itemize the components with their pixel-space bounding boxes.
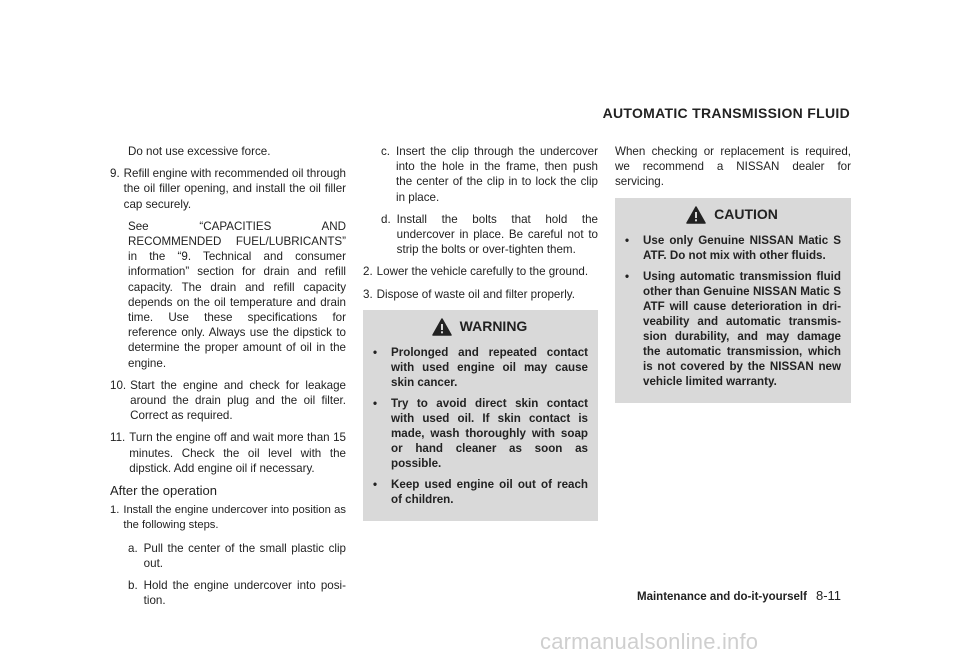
step-text: Install the engine undercover into position as the following steps.	[123, 504, 346, 532]
step-number: 9.	[110, 167, 120, 181]
intro-text: Do not use excessive force.	[128, 145, 271, 158]
caution-bullet-text: Using automatic transmission fluid other than Genuine NISSAN Matic S ATF will cause deterioration in dri-veability and automatic transmis-sion durability, and may damage the automatic transmission, which is not covered by the NISSAN new vehicle limited warranty.	[643, 269, 841, 388]
warning-header	[371, 316, 588, 336]
warning-box	[363, 310, 598, 521]
step-10	[110, 378, 346, 424]
step-text: Start the engine and check for leakage around the drain plug and the oil filter. Correct as required.	[130, 378, 346, 423]
after-operation-heading: After the operation	[110, 483, 217, 499]
sub-step-text: Install the bolts that hold the undercover in place. Be careful not to strip the bolts or over-tighten them.	[396, 212, 598, 257]
step-number: 10.	[110, 378, 127, 392]
column-1	[110, 144, 346, 615]
caution-triangle-icon	[686, 206, 706, 224]
sub-step-letter: c.	[381, 145, 391, 158]
caution-box	[615, 198, 851, 403]
warning-triangle-icon	[432, 318, 452, 336]
bullet-mark: •	[625, 233, 630, 247]
step-2	[363, 264, 598, 279]
step-text: Lower the vehicle carefully to the ground.	[376, 265, 589, 279]
step-text: Turn the engine off and wait more than 15 minutes. Check the oil level with the dipstick. Add engine oil if necessary.	[129, 431, 346, 475]
warning-bullet-text: Prolonged and repeated contact with used engine oil may cause skin cancer.	[391, 345, 588, 389]
step-number: 3.	[363, 287, 373, 301]
step-3	[363, 287, 598, 302]
caution-title: CAUTION	[714, 206, 778, 222]
step-text: Refill engine with recommended oil through the oil filler opening, and install the oil filler cap securely.	[123, 167, 347, 211]
warning-bullet-text: Try to avoid direct skin contact with used oil. If skin contact is made, wash thoroughly with soap or hand cleaner as soon as possible.	[391, 396, 588, 470]
sub-step-letter: d.	[381, 212, 391, 226]
caution-bullet	[623, 233, 841, 263]
sub-step-a	[128, 541, 346, 571]
sub-step-text: Insert the clip through the undercover into the hole in the frame, then push the center of the clip in to lock the clip in place.	[396, 145, 598, 204]
step-9-detail: See “CAPACITIES AND RECOMMENDED FUEL/LUBRICANTS” in the “9. Technical and consumer information” section for drain and refill capacity. The drain and refill capacity depends on the oil temperature and drain time. Use these specifications for reference only. Always use the dipstick to determine the proper amount of oil in the engine.	[128, 219, 346, 370]
step-number: 2.	[363, 265, 373, 279]
section-title: AUTOMATIC TRANSMISSION FLUID	[602, 105, 850, 121]
step-text: Dispose of waste oil and filter properly.	[376, 287, 575, 301]
step-number: 1.	[110, 504, 120, 517]
step-number: 11.	[110, 431, 126, 445]
column-2	[363, 144, 598, 521]
caution-header	[623, 204, 841, 224]
sub-step-b	[128, 578, 346, 608]
sub-step-text: Hold the engine undercover into posi-tion.	[143, 579, 346, 608]
step-11	[110, 430, 346, 476]
bullet-mark: •	[373, 345, 378, 359]
bullet-mark: •	[625, 269, 630, 283]
bullet-mark: •	[373, 396, 378, 410]
step-9	[110, 166, 346, 212]
after-step-1	[110, 503, 346, 533]
footer-section-label: Maintenance and do-it-yourself	[637, 591, 807, 603]
page-number: 8-11	[815, 588, 842, 603]
warning-bullet	[371, 396, 588, 471]
sub-step-d	[381, 212, 598, 258]
warning-bullet-text: Keep used engine oil out of reach of children.	[391, 477, 588, 506]
servicing-text: When checking or replacement is required, we recommend a NISSAN dealer for servicing.	[615, 145, 851, 189]
caution-bullet	[623, 269, 841, 389]
sub-step-letter: b.	[128, 579, 138, 593]
page-footer	[637, 588, 841, 605]
sub-step-letter: a.	[128, 541, 138, 555]
warning-title: WARNING	[459, 318, 528, 335]
column-3	[615, 144, 851, 403]
caution-bullet-text: Use only Genuine NISSAN Matic S ATF. Do not mix with other fluids.	[643, 233, 841, 262]
sub-step-c	[381, 144, 598, 205]
bullet-mark: •	[373, 477, 378, 491]
sub-step-text: Pull the center of the small plastic clip out.	[143, 541, 346, 570]
warning-bullet	[371, 345, 588, 390]
warning-bullet	[371, 477, 588, 507]
watermark: carmanualsonline.info	[540, 629, 759, 654]
